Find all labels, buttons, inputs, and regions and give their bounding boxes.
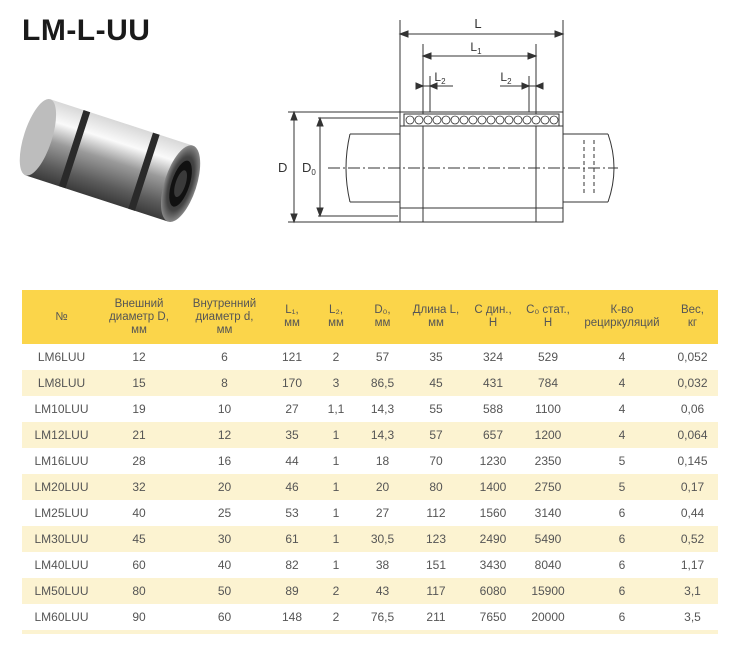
table-cell: 6 — [618, 558, 626, 572]
label-L1-sub: 1 — [477, 47, 482, 56]
dimension-drawing — [268, 14, 638, 244]
table-cell: 20000 — [519, 604, 577, 632]
table-cell: 0,064 — [667, 422, 718, 448]
column-header — [667, 290, 718, 344]
column-header-line: Длина L, — [412, 304, 460, 316]
table-cell: LM30LUU — [22, 526, 101, 552]
table-cell: LM25LUU — [34, 506, 89, 520]
table-cell: 20 — [360, 474, 405, 500]
table-cell: 121 — [281, 350, 303, 364]
column-header-line: мм — [328, 317, 344, 329]
table-cell: 1,17 — [680, 558, 705, 572]
table-cell: 90 — [101, 604, 177, 632]
table-cell: 40 — [132, 506, 146, 520]
table-cell: 32 — [101, 474, 177, 500]
column-header — [519, 290, 577, 344]
table-cell: 57 — [405, 422, 467, 448]
table-cell: 60 — [177, 604, 272, 632]
table-cell: 1,1 — [327, 402, 345, 416]
table-cell: 2 — [312, 604, 360, 632]
table-cell: 27 — [285, 402, 299, 416]
column-header — [177, 290, 272, 344]
label-L2-right: L — [500, 70, 508, 84]
svg-text:L2 — [500, 70, 512, 86]
column-header-line: мм — [374, 317, 391, 329]
table-cell: 43 — [360, 578, 405, 604]
table-cell: 2750 — [519, 474, 577, 500]
table-cell: 588 — [482, 402, 504, 416]
table-cell: 6 — [221, 350, 228, 364]
table-cell: 3,1 — [667, 578, 718, 604]
label-L: L — [474, 16, 482, 31]
table-cell: 46 — [272, 474, 312, 500]
column-header-line: диаметр d, — [195, 310, 254, 323]
table-cell: 529 — [537, 350, 559, 364]
svg-text:D0 — [302, 160, 316, 177]
table-row — [22, 578, 718, 604]
table-row — [22, 604, 718, 632]
table-cell: 38 — [375, 558, 390, 572]
table-cell: 57 — [375, 350, 390, 364]
table-cell: 12 — [177, 422, 272, 448]
label-L1: L — [470, 40, 478, 54]
column-header-line: C дин., — [474, 304, 512, 316]
table-cell: 14,3 — [360, 422, 405, 448]
table-cell: 1 — [312, 474, 360, 500]
table-cell: 4 — [577, 370, 667, 396]
table-cell: 1230 — [479, 454, 507, 468]
table-cell: 4 — [618, 402, 626, 416]
column-header-line: L₁, — [285, 304, 299, 316]
table-cell: 784 — [519, 370, 577, 396]
table-row — [22, 422, 718, 448]
table-cell: 21 — [101, 422, 177, 448]
table-cell: 20 — [177, 474, 272, 500]
table-header-row — [22, 290, 718, 344]
table-cell: 151 — [425, 558, 447, 572]
table-cell: 60 — [132, 558, 146, 572]
table-cell: 89 — [272, 578, 312, 604]
column-header-line: D₀, — [374, 304, 391, 316]
column-header — [272, 290, 312, 344]
table-row — [22, 370, 718, 396]
table-cell: 45 — [101, 526, 177, 552]
table-cell: 112 — [426, 506, 446, 520]
table-cell: 1560 — [479, 506, 507, 520]
table-cell: 123 — [405, 526, 467, 552]
table-cell: 0,06 — [680, 402, 705, 416]
label-D0: D — [302, 160, 312, 175]
table-cell: 44 — [285, 454, 299, 468]
table-cell: LM6LUU — [37, 350, 86, 364]
table-row — [22, 526, 718, 552]
table-cell: LM8LUU — [22, 370, 101, 396]
table-cell: 170 — [272, 370, 312, 396]
table-cell: 19 — [132, 402, 146, 416]
table-cell: 0,17 — [667, 474, 718, 500]
column-header-line: Внешний — [114, 297, 164, 310]
column-header-line: C₀ стат., — [526, 304, 570, 316]
table-cell: 50 — [177, 578, 272, 604]
table-cell: 4 — [577, 422, 667, 448]
table-cell: 3430 — [479, 558, 507, 572]
table-cell: LM16LUU — [34, 454, 89, 468]
table-cell: 7650 — [467, 604, 519, 632]
column-header-line: № — [55, 310, 68, 323]
table-row — [22, 474, 718, 500]
table-cell: 61 — [272, 526, 312, 552]
table-cell: 2350 — [534, 454, 562, 468]
table-cell: 1 — [312, 526, 360, 552]
table-cell: 6 — [577, 526, 667, 552]
column-header-line: L₂, — [328, 304, 344, 316]
table-row — [22, 500, 718, 526]
table-cell: 431 — [467, 370, 519, 396]
table-cell: 3140 — [534, 506, 562, 520]
table-cell: 0,032 — [667, 370, 718, 396]
table-cell: 324 — [482, 350, 504, 364]
table-cell: 1400 — [467, 474, 519, 500]
table-cell: 0,44 — [680, 506, 705, 520]
column-header-line: мм — [216, 323, 233, 336]
table-row — [22, 344, 718, 370]
table-cell: 45 — [405, 370, 467, 396]
column-header-line: Вес, — [680, 304, 704, 316]
table-cell: 1 — [332, 506, 340, 520]
table-cell: 8040 — [534, 558, 562, 572]
table-cell: 117 — [405, 578, 467, 604]
column-header-line: диаметр D, — [109, 310, 169, 323]
svg-text:L1 — [470, 40, 482, 56]
page-title: LM-L-UU — [22, 14, 151, 47]
specification-table — [22, 290, 718, 634]
table-cell: 1 — [332, 558, 340, 572]
table-cell: 10 — [217, 402, 232, 416]
column-header-line: К-во — [610, 304, 634, 316]
table-cell: 80 — [405, 474, 467, 500]
column-header — [22, 290, 101, 344]
column-header — [101, 290, 177, 344]
column-header-line: рециркуляций — [584, 317, 660, 329]
table-cell: 3,5 — [667, 604, 718, 632]
column-header-line: Н — [543, 317, 553, 329]
table-cell: 148 — [272, 604, 312, 632]
table-cell: 2 — [312, 578, 360, 604]
table-cell: 80 — [101, 578, 177, 604]
table-cell: 35 — [272, 422, 312, 448]
table-cell: 27 — [375, 506, 390, 520]
table-cell: 6080 — [467, 578, 519, 604]
column-header-line: кг — [687, 317, 698, 329]
table-cell: 1 — [332, 454, 340, 468]
label-L2-right-sub: 2 — [507, 77, 512, 86]
table-cell: LM60LUU — [22, 604, 101, 632]
table-cell: 28 — [132, 454, 146, 468]
table-cell: 15900 — [519, 578, 577, 604]
column-header — [360, 290, 405, 344]
table-cell: 86,5 — [360, 370, 405, 396]
table-cell: 82 — [285, 558, 299, 572]
column-header-line: мм — [284, 317, 300, 329]
svg-text:L2 — [434, 70, 446, 86]
column-header-line: мм — [131, 323, 147, 336]
column-header — [312, 290, 360, 344]
table-cell: LM10LUU — [34, 402, 89, 416]
table-cell: 70 — [429, 454, 443, 468]
table-cell: 35 — [429, 350, 443, 364]
table-body — [22, 344, 718, 632]
column-header-line: Н — [488, 317, 498, 329]
table-cell: 18 — [375, 454, 390, 468]
table-cell: 1200 — [519, 422, 577, 448]
table-cell: 12 — [132, 350, 146, 364]
table-cell: 2 — [332, 350, 340, 364]
table-cell: LM20LUU — [22, 474, 101, 500]
label-D0-sub: 0 — [311, 168, 316, 177]
table-cell: 30 — [177, 526, 272, 552]
table-row — [22, 552, 718, 578]
table-cell: 6 — [577, 578, 667, 604]
table-cell: 55 — [429, 402, 443, 416]
table-cell: LM12LUU — [22, 422, 101, 448]
table-cell: 6 — [618, 506, 626, 520]
table-cell: 40 — [217, 558, 232, 572]
table-cell: 14,3 — [370, 402, 395, 416]
table-cell: 211 — [405, 604, 467, 632]
table-cell: 30,5 — [360, 526, 405, 552]
column-header-line: Внутренний — [192, 297, 257, 310]
column-header — [577, 290, 667, 344]
table-row — [22, 396, 718, 422]
table-cell: 1100 — [535, 402, 561, 416]
table-cell: 5490 — [519, 526, 577, 552]
label-L2-left: L — [434, 70, 442, 84]
table-row — [22, 448, 718, 474]
table-cell: 76,5 — [360, 604, 405, 632]
table-cell: 4 — [618, 350, 626, 364]
table-cell: 5 — [577, 474, 667, 500]
table-cell: 5 — [618, 454, 626, 468]
bearing-photo — [14, 72, 214, 252]
column-header — [405, 290, 467, 344]
table-cell: 53 — [285, 506, 299, 520]
table-cell: 0,145 — [677, 454, 708, 468]
column-header-line: мм — [428, 317, 444, 329]
table-cell: 3 — [312, 370, 360, 396]
table-cell: 657 — [467, 422, 519, 448]
table-cell: LM50LUU — [22, 578, 101, 604]
table-cell: 0,052 — [677, 350, 708, 364]
label-L2-left-sub: 2 — [441, 77, 446, 86]
table-cell: 16 — [217, 454, 232, 468]
label-D: D — [278, 160, 288, 175]
table-cell: 15 — [101, 370, 177, 396]
table-cell: 6 — [577, 604, 667, 632]
table-cell: 8 — [177, 370, 272, 396]
table-cell: 0,52 — [667, 526, 718, 552]
table-cell: 25 — [217, 506, 232, 520]
table-cell: 1 — [312, 422, 360, 448]
table-cell: 2490 — [467, 526, 519, 552]
table-cell: LM40LUU — [34, 558, 89, 572]
column-header — [467, 290, 519, 344]
